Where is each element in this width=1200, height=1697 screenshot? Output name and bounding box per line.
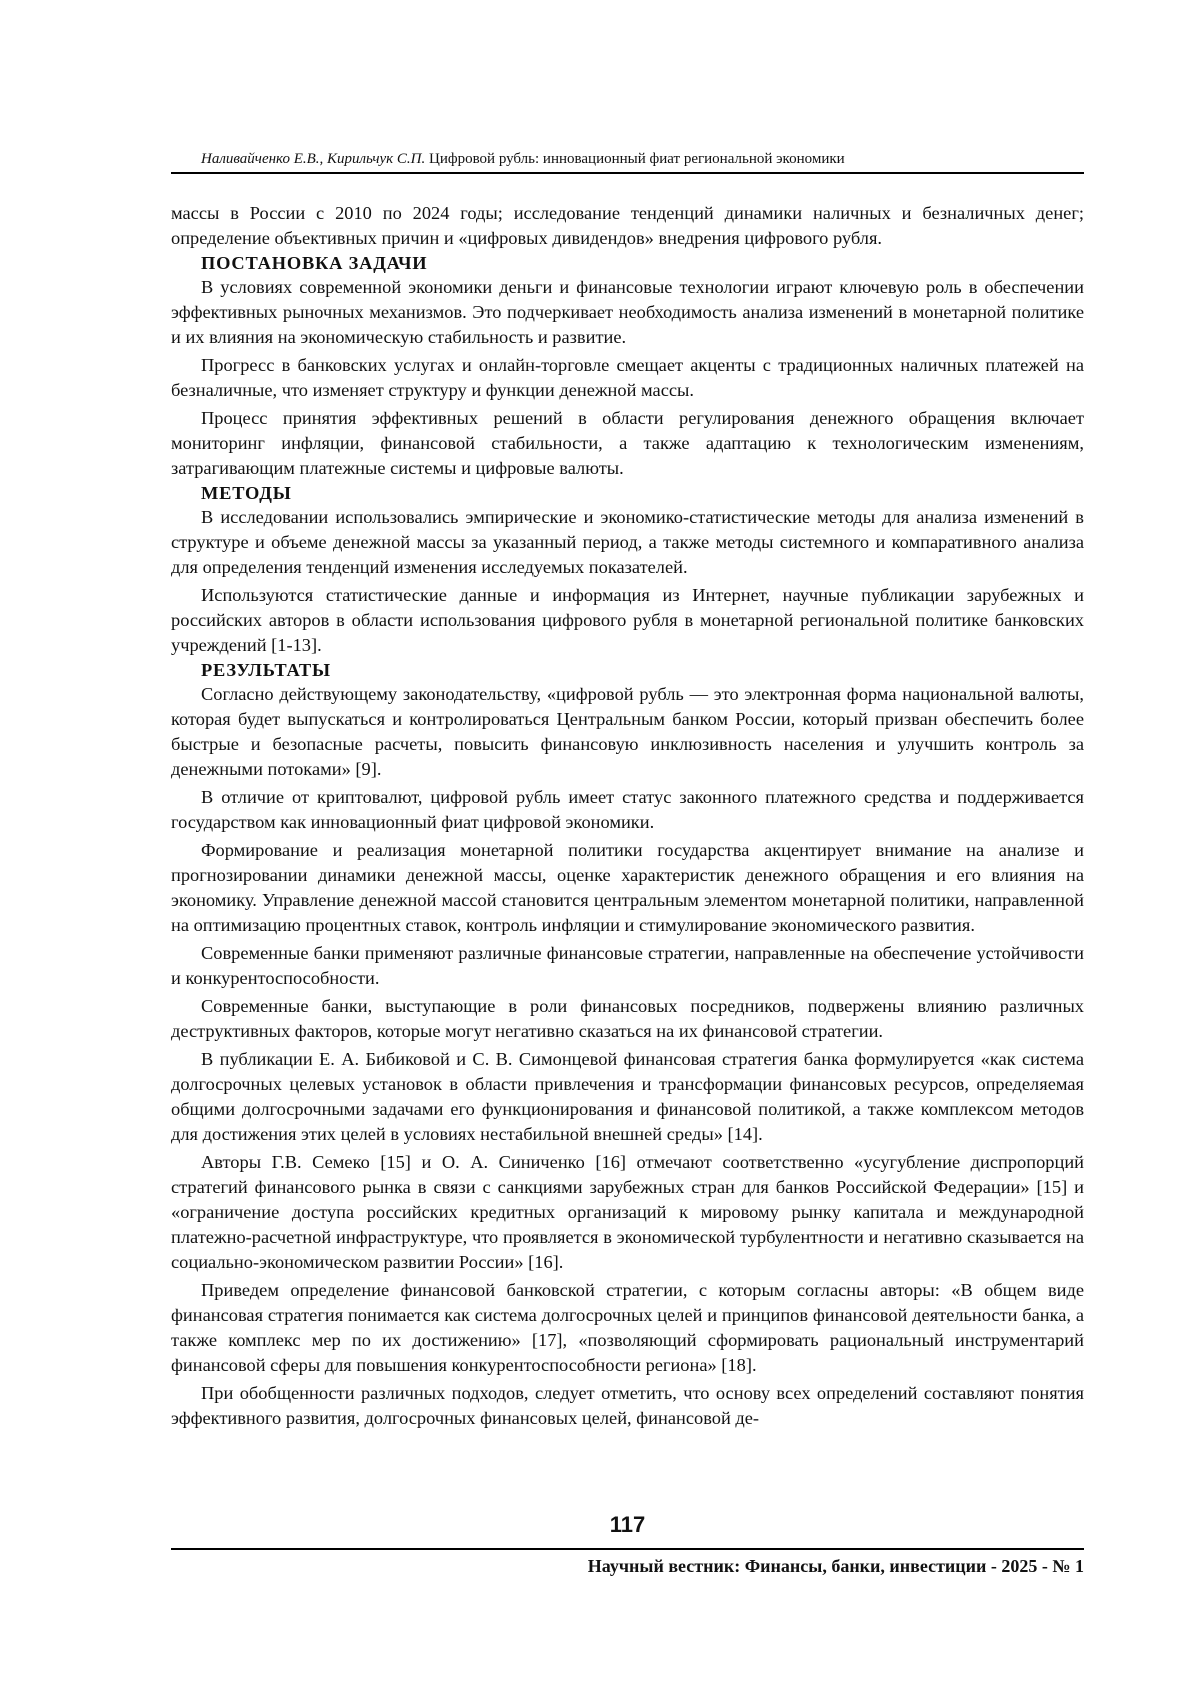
section-heading-results: РЕЗУЛЬТАТЫ bbox=[201, 660, 331, 680]
header-title: Цифровой рубль: инновационный фиат региональной экономики bbox=[428, 151, 845, 167]
paragraph: Приведем определение финансовой банковской стратегии, с которым согласны авторы: «В общем виде финансовая стратегия понимается как система долгосрочных целей и принципов финансовой деятельности банка, а также комплекс мер по их достижению» [17], «позволяющий сформировать рациональный инструментарий финансовой сферы для повышения конкурентоспособности региона» [18]. bbox=[171, 1280, 1084, 1375]
header-rule bbox=[171, 172, 1084, 174]
section-heading-methods: МЕТОДЫ bbox=[201, 483, 292, 503]
journal-footer: Научный вестник: Финансы, банки, инвестиции - 2025 - № 1 bbox=[587, 1556, 1084, 1576]
paragraph-intro-continuation: массы в России с 2010 по 2024 годы; исследование тенденций динамики наличных и безналичных денег; определение объективных причин и «цифровых дивидендов» внедрения цифрового рубля. bbox=[171, 203, 1084, 248]
page-number: 117 bbox=[609, 1512, 646, 1537]
paragraph: Формирование и реализация монетарной политики государства акцентирует внимание на анализе и прогнозировании динамики денежной массы, оценке характеристик денежного обращения и его влияния на экономику. Управление денежной массой становится центральным элементом монетарной политики, направленной на оптимизацию процентных ставок, контроль инфляции и стимулирование экономического развития. bbox=[171, 840, 1084, 935]
paragraph: Современные банки, выступающие в роли финансовых посредников, подвержены влиянию различных деструктивных факторов, которые могут негативно сказаться на их финансовой стратегии. bbox=[171, 996, 1084, 1041]
paragraph: В отличие от криптовалют, цифровой рубль имеет статус законного платежного средства и поддерживается государством как инновационный фиат цифровой экономики. bbox=[171, 787, 1084, 832]
paragraph: В условиях современной экономики деньги и финансовые технологии играют ключевую роль в обеспечении эффективных рыночных механизмов. Это подчеркивает необходимость анализа изменений в монетарной политике и их влияния на экономическую стабильность и развитие. bbox=[171, 277, 1084, 347]
paragraph: Согласно действующему законодательству, «цифровой рубль — это электронная форма национальной валюты, которая будет выпускаться и контролироваться Центральным банком России, который призван обеспечить более быстрые и безопасные расчеты, повысить финансовую инклюзивность населения и улучшить контроль за денежными потоками» [9]. bbox=[171, 684, 1084, 779]
header-authors: Наливайченко Е.В., Кирильчук С.П. bbox=[201, 151, 426, 167]
page bbox=[171, 0, 1084, 1697]
running-header bbox=[171, 150, 1114, 168]
section-heading-problem: ПОСТАНОВКА ЗАДАЧИ bbox=[201, 253, 428, 273]
article-body bbox=[171, 201, 1084, 1431]
paragraph: Прогресс в банковских услугах и онлайн-торговле смещает акценты с традиционных наличных платежей на безналичные, что изменяет структуру и функции денежной массы. bbox=[171, 355, 1084, 400]
paragraph: Авторы Г.В. Семеко [15] и О. А. Синиченко [16] отмечают соответственно «усугубление диспропорций стратегий финансового рынка в связи с санкциями зарубежных стран для банков Российской Федерации» [15] и «ограничение доступа российских кредитных организаций к мировому рынку капитала и международной платежно-расчетной инфраструктуре, что проявляется в экономической турбулентности и негативно сказывается на социально-экономическом развитии России» [16]. bbox=[171, 1152, 1084, 1272]
paragraph: В исследовании использовались эмпирические и экономико-статистические методы для анализа изменений в структуре и объеме денежной массы за указанный период, а также методы системного и компаративного анализа для определения тенденций изменения исследуемых показателей. bbox=[171, 507, 1084, 577]
paragraph: При обобщенности различных подходов, следует отметить, что основу всех определений составляют понятия эффективного развития, долгосрочных финансовых целей, финансовой де- bbox=[171, 1383, 1084, 1428]
paragraph: Используются статистические данные и информация из Интернет, научные публикации зарубежных и российских авторов в области использования цифрового рубля в монетарной региональной политике банковских учреждений [1-13]. bbox=[171, 585, 1084, 655]
paragraph: В публикации Е. А. Бибиковой и С. В. Симонцевой финансовая стратегия банка формулируется «как система долгосрочных целевых установок в области привлечения и трансформации финансовых ресурсов, определяемая общими долгосрочными задачами его функционирования и финансовой политикой, а также комплексом методов для достижения этих целей в условиях нестабильной внешней среды» [14]. bbox=[171, 1049, 1084, 1144]
paragraph: Современные банки применяют различные финансовые стратегии, направленные на обеспечение устойчивости и конкурентоспособности. bbox=[171, 943, 1084, 988]
paragraph: Процесс принятия эффективных решений в области регулирования денежного обращения включает мониторинг инфляции, финансовой стабильности, а также адаптацию к технологическим изменениям, затрагивающим платежные системы и цифровые валюты. bbox=[171, 408, 1084, 478]
footer-rule bbox=[171, 1548, 1084, 1550]
